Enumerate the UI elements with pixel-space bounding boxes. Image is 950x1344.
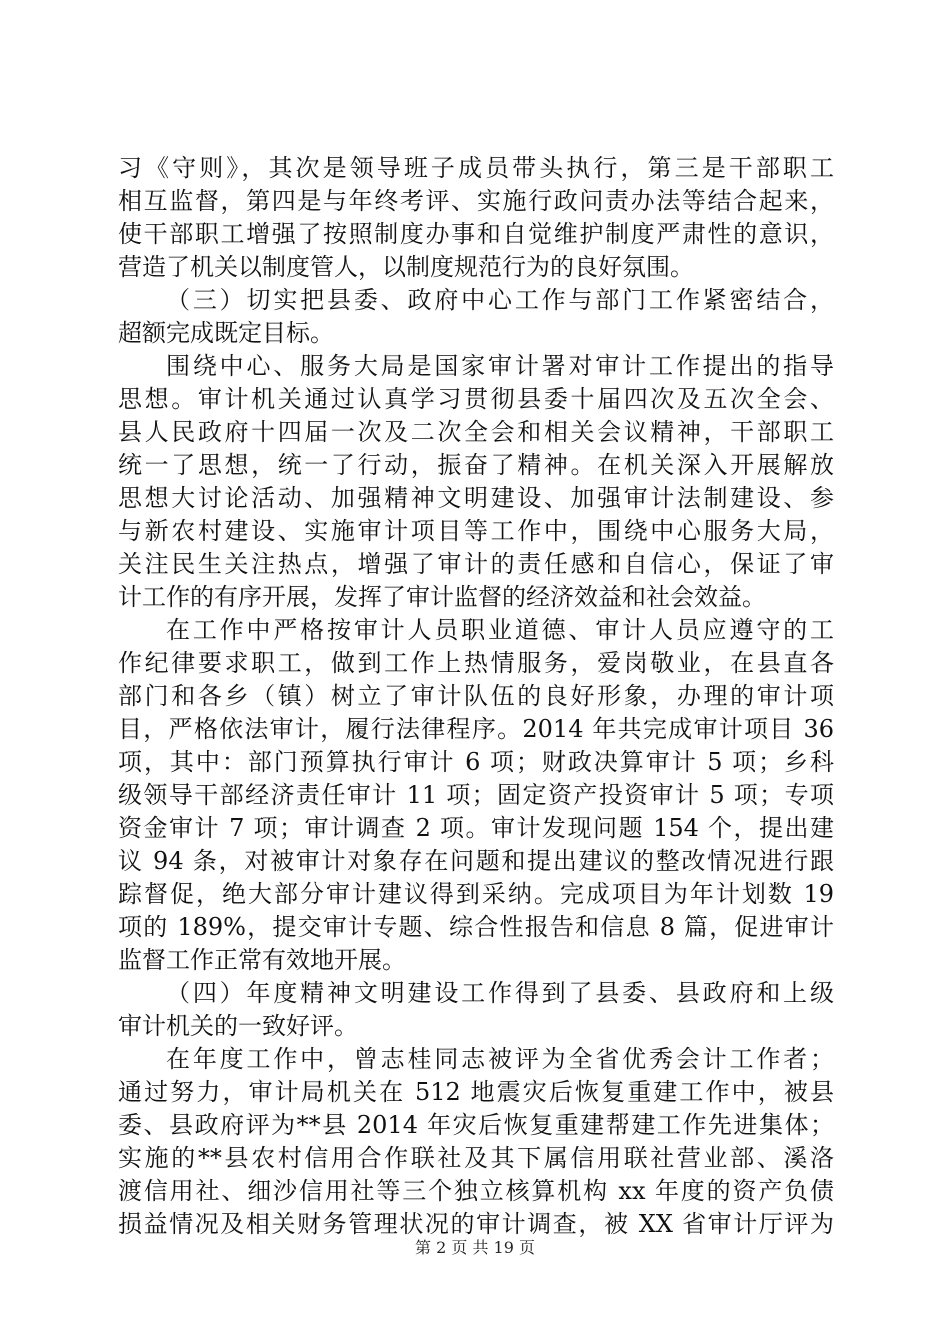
- text-line: （四）年度精神文明建设工作得到了县委、县政府和上级: [166, 979, 834, 1007]
- text-line: 使干部职工增强了按照制度办事和自觉维护制度严肃性的意识，: [118, 220, 834, 248]
- text-line: 关注民生关注热点，增强了审计的责任感和自信心，保证了审: [118, 550, 834, 578]
- text-line: 思想大讨论活动、加强精神文明建设、加强审计法制建设、参: [118, 484, 834, 512]
- text-line: 统一了思想，统一了行动，振奋了精神。在机关深入开展解放: [118, 451, 834, 479]
- text-line: 损益情况及相关财务管理状况的审计调查，被 XX 省审计厅评为: [118, 1210, 834, 1238]
- text-line: 在年度工作中，曾志桂同志被评为全省优秀会计工作者；: [166, 1045, 834, 1073]
- text-line: 相互监督，第四是与年终考评、实施行政问责办法等结合起来，: [118, 187, 834, 215]
- text-line: 踪督促，绝大部分审计建议得到采纳。完成项目为年计划数 19: [118, 880, 834, 908]
- text-line: 通过努力，审计局机关在 512 地震灾后恢复重建工作中，被县: [118, 1078, 834, 1106]
- text-line: 项的 189%，提交审计专题、综合性报告和信息 8 篇，促进审计: [118, 913, 834, 941]
- page-footer: 第 2 页 共 19 页: [415, 1238, 535, 1257]
- text-line: 与新农村建设、实施审计项目等工作中，围绕中心服务大局，: [118, 517, 834, 545]
- text-line: 习《守则》，其次是领导班子成员带头执行，第三是干部职工: [118, 154, 834, 182]
- text-line: 委、县政府评为**县 2014 年灾后恢复重建帮建工作先进集体；: [118, 1111, 834, 1139]
- text-line: 实施的**县农村信用合作联社及其下属信用联社营业部、溪洛: [118, 1144, 834, 1172]
- text-line: 监督工作正常有效地开展。: [118, 946, 406, 974]
- text-line: 县人民政府十四届一次及二次全会和相关会议精神，干部职工: [118, 418, 834, 446]
- text-line: 超额完成既定目标。: [118, 319, 334, 347]
- text-line: 审计机关的一致好评。: [118, 1012, 358, 1040]
- document-body: [118, 152, 834, 1241]
- text-line: 计工作的有序开展，发挥了审计监督的经济效益和社会效益。: [118, 583, 766, 611]
- text-line: 目，严格依法审计，履行法律程序。2014 年共完成审计项目 36: [118, 715, 834, 743]
- text-line: 作纪律要求职工，做到工作上热情服务，爱岗敬业，在县直各: [118, 649, 834, 677]
- text-line: 在工作中严格按审计人员职业道德、审计人员应遵守的工: [166, 616, 834, 644]
- text-line: 渡信用社、细沙信用社等三个独立核算机构 xx 年度的资产负债: [118, 1177, 834, 1205]
- text-line: 思想。审计机关通过认真学习贯彻县委十届四次及五次全会、: [118, 385, 834, 413]
- text-line: 资金审计 7 项；审计调查 2 项。审计发现问题 154 个，提出建: [118, 814, 834, 842]
- text-line: 部门和各乡（镇）树立了审计队伍的良好形象，办理的审计项: [118, 682, 834, 710]
- text-line: 级领导干部经济责任审计 11 项；固定资产投资审计 5 项；专项: [118, 781, 834, 809]
- text-line: （三）切实把县委、政府中心工作与部门工作紧密结合，: [166, 286, 834, 314]
- text-line: 议 94 条，对被审计对象存在问题和提出建议的整改情况进行跟: [118, 847, 834, 875]
- text-line: 营造了机关以制度管人，以制度规范行为的良好氛围。: [118, 253, 694, 281]
- text-line: 围绕中心、服务大局是国家审计署对审计工作提出的指导: [166, 352, 834, 380]
- text-line: 项，其中：部门预算执行审计 6 项；财政决算审计 5 项；乡科: [118, 748, 834, 776]
